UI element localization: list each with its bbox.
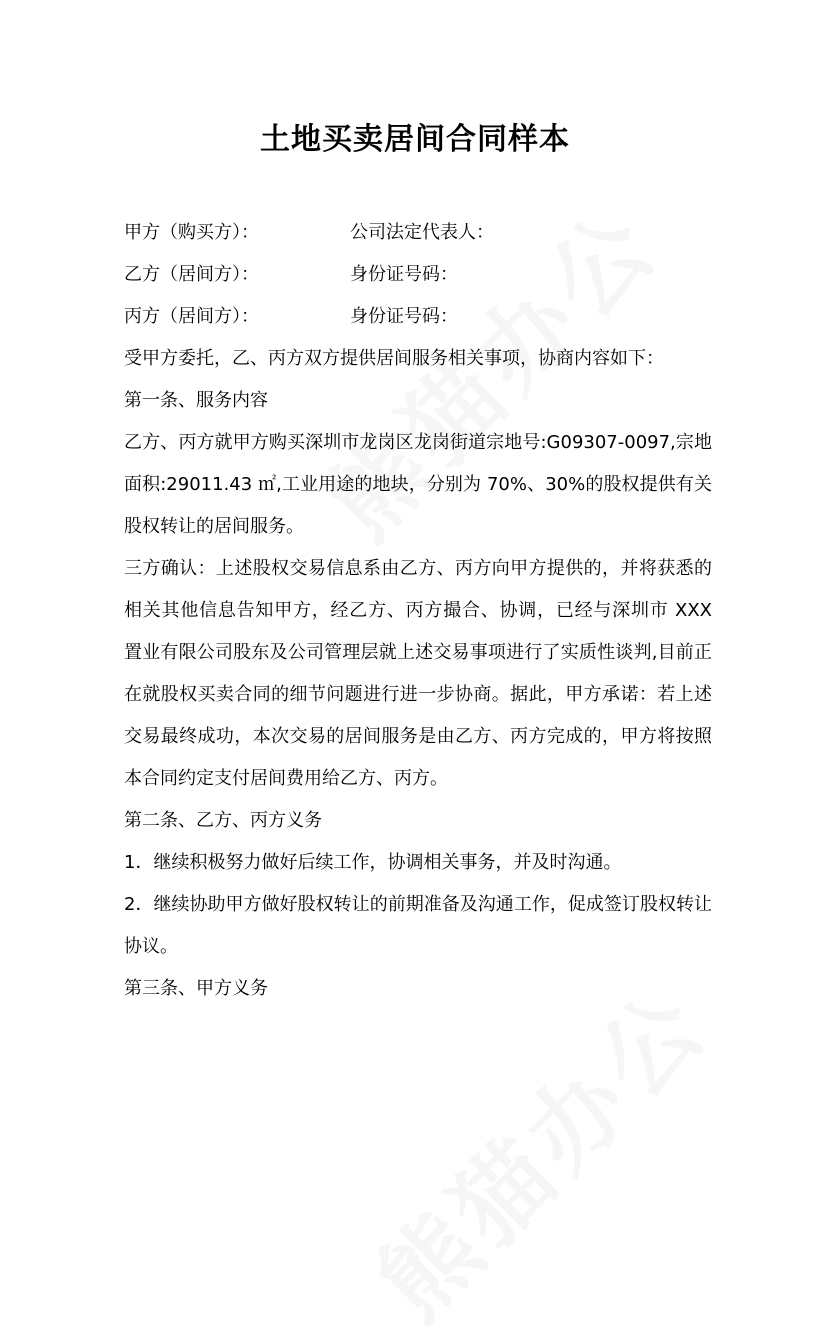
document-body: [124, 212, 712, 1010]
party-row-buyer: [124, 212, 712, 254]
party-label: 甲方（购买方）：: [124, 222, 259, 243]
article1-paragraph-1: 乙方、丙方就甲方购买深圳市龙岗区龙岗街道宗地号:G09307-0097,宗地面积:29011.43 ㎡,工业用途的地块，分别为 70%、30%的股权提供有关股权转让的居间服务。: [124, 432, 712, 537]
article1-heading: 第一条、服务内容: [124, 390, 268, 411]
party-label: 乙方（居间方）：: [124, 264, 259, 285]
article2-item-1: 1．继续积极努力做好后续工作，协调相关事务，并及时沟通。: [124, 852, 622, 873]
party-field: 公司法定代表人：: [350, 222, 494, 243]
article3-heading: 第三条、甲方义务: [124, 978, 268, 999]
party-row-broker-b: [124, 254, 712, 296]
intro-paragraph: 受甲方委托，乙、丙方双方提供居间服务相关事项，协商内容如下：: [124, 348, 664, 369]
watermark-bottom: [342, 953, 733, 1344]
party-field: 身份证号码：: [350, 264, 458, 285]
party-label: 丙方（居间方）：: [124, 306, 259, 327]
party-row-broker-c: [124, 296, 712, 338]
document-title: 土地买卖居间合同样本: [260, 122, 570, 157]
article1-paragraph-2: 三方确认：上述股权交易信息系由乙方、丙方向甲方提供的，并将获悉的相关其他信息告知甲方，经乙方、丙方撮合、协调，已经与深圳市 XXX 置业有限公司股东及公司管理层就上述交易事项进行了实质性谈判,目前正在就股权买卖合同的细节问题进行进一步协商。据此，甲方承诺：若上述交易最终成功，本次交易的居间服务是由乙方、丙方完成的，甲方将按照本合同约定支付居间费用给乙方、丙方。: [124, 558, 712, 789]
party-field: 身份证号码：: [350, 306, 458, 327]
article2-item-2: 2．继续协助甲方做好股权转让的前期准备及沟通工作，促成签订股权转让协议。: [124, 894, 712, 957]
article2-heading: 第二条、乙方、丙方义务: [124, 810, 322, 831]
